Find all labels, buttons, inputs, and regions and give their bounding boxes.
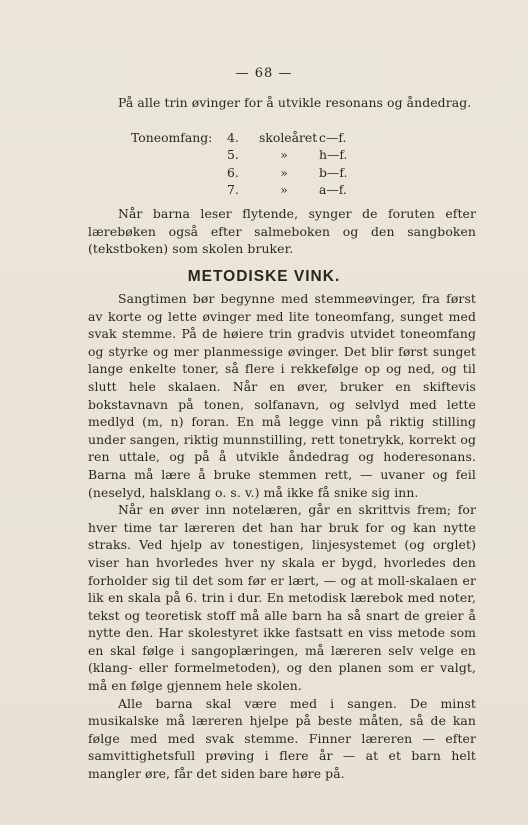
tone-range-row bbox=[131, 164, 359, 181]
tone-range-label: Toneomfang: bbox=[131, 130, 213, 145]
tone-range-row bbox=[131, 181, 359, 198]
grade: 5. bbox=[227, 147, 239, 163]
page-number: — 68 — bbox=[235, 66, 293, 81]
grade-label: skoleåret bbox=[259, 130, 318, 145]
range: b—f. bbox=[319, 164, 348, 180]
grade: 6. bbox=[227, 164, 239, 180]
range: h—f. bbox=[319, 147, 348, 163]
tone-range-row bbox=[131, 146, 359, 163]
intro-paragraph: På alle trin øvinger for å utvikle resonans og åndedrag. bbox=[118, 95, 472, 110]
tone-range-table bbox=[131, 129, 359, 199]
body-paragraph: Sangtimen bør begynne med stemmeøvinger, fra først av korte og lette øvinger med lite toneomfang, sunget med svak stemme. På de høiere trin gradvis utvidet toneomfang og styrke og mer planmessige øvinger. Det blir først sunget lange enkelte toner, så flere i rekkefølge op og ned, og til slutt hele skalaen. Når en øver, bruker en skiftevis bokstavnavn på tonen, solfanavn, og selvlyd med lette medlyd (m, n) foran. En må legge vinn på riktig stilling under sangen, riktig munnstilling, rett tonetrykk, korrekt og ren uttale, og på å utvikle åndedrag og hoderesonans. Barna må lære å bruke stemmen rett, — uvaner og feil (neselyd, halsklang o. s. v.) må ikke få snike sig inn. bbox=[88, 291, 476, 500]
body-paragraph: Når en øver inn notelæren, går en skrittvis frem; for hver time tar læreren det han har bruk for og kan nytte straks. Ved hjelp av tonestigen, linjesystemet (og orglet) viser han hvorledes hver ny skala er bygd, hvorledes den forholder sig til det som før er lært, — og at moll-skalaen er lik en skala på 6. trin i dur. En metodisk lærebok med noter, tekst og teoretisk stoff må alle barn ha så snart de greier å nytte den. Har skolestyret ikke fastsatt en viss metode som en skal følge i sangoplæringen, må læreren selv velge en (klang- eller formelmetoden), og den planen som er valgt, må en følge gjennem hele skolen. bbox=[88, 502, 476, 694]
grade: 7. bbox=[227, 182, 239, 198]
range: c—f. bbox=[319, 130, 347, 145]
grade: 4. bbox=[227, 130, 239, 145]
tone-range-row bbox=[131, 129, 359, 146]
ditto-mark: » bbox=[280, 182, 288, 198]
section-heading: METODISKE VINK. bbox=[187, 268, 341, 285]
range: a—f. bbox=[319, 182, 347, 198]
body-paragraph: Alle barna skal være med i sangen. De minst musikalske må læreren hjelpe på beste måten, så de kan følge med med svak stemme. Finner læreren — efter samvittighetsfull prøving i flere år — at et barn helt mangler øre, får det siden bare høre på. bbox=[88, 695, 476, 782]
ditto-mark: » bbox=[280, 164, 288, 180]
reading-block bbox=[88, 205, 476, 258]
ditto-mark: » bbox=[280, 147, 288, 163]
intro-block bbox=[88, 94, 476, 112]
section-body bbox=[88, 290, 476, 783]
reading-paragraph: Når barna leser flytende, synger de foruten efter lærebøken også efter salmeboken og den sangboken (tekstboken) som skolen bruker. bbox=[88, 206, 476, 257]
